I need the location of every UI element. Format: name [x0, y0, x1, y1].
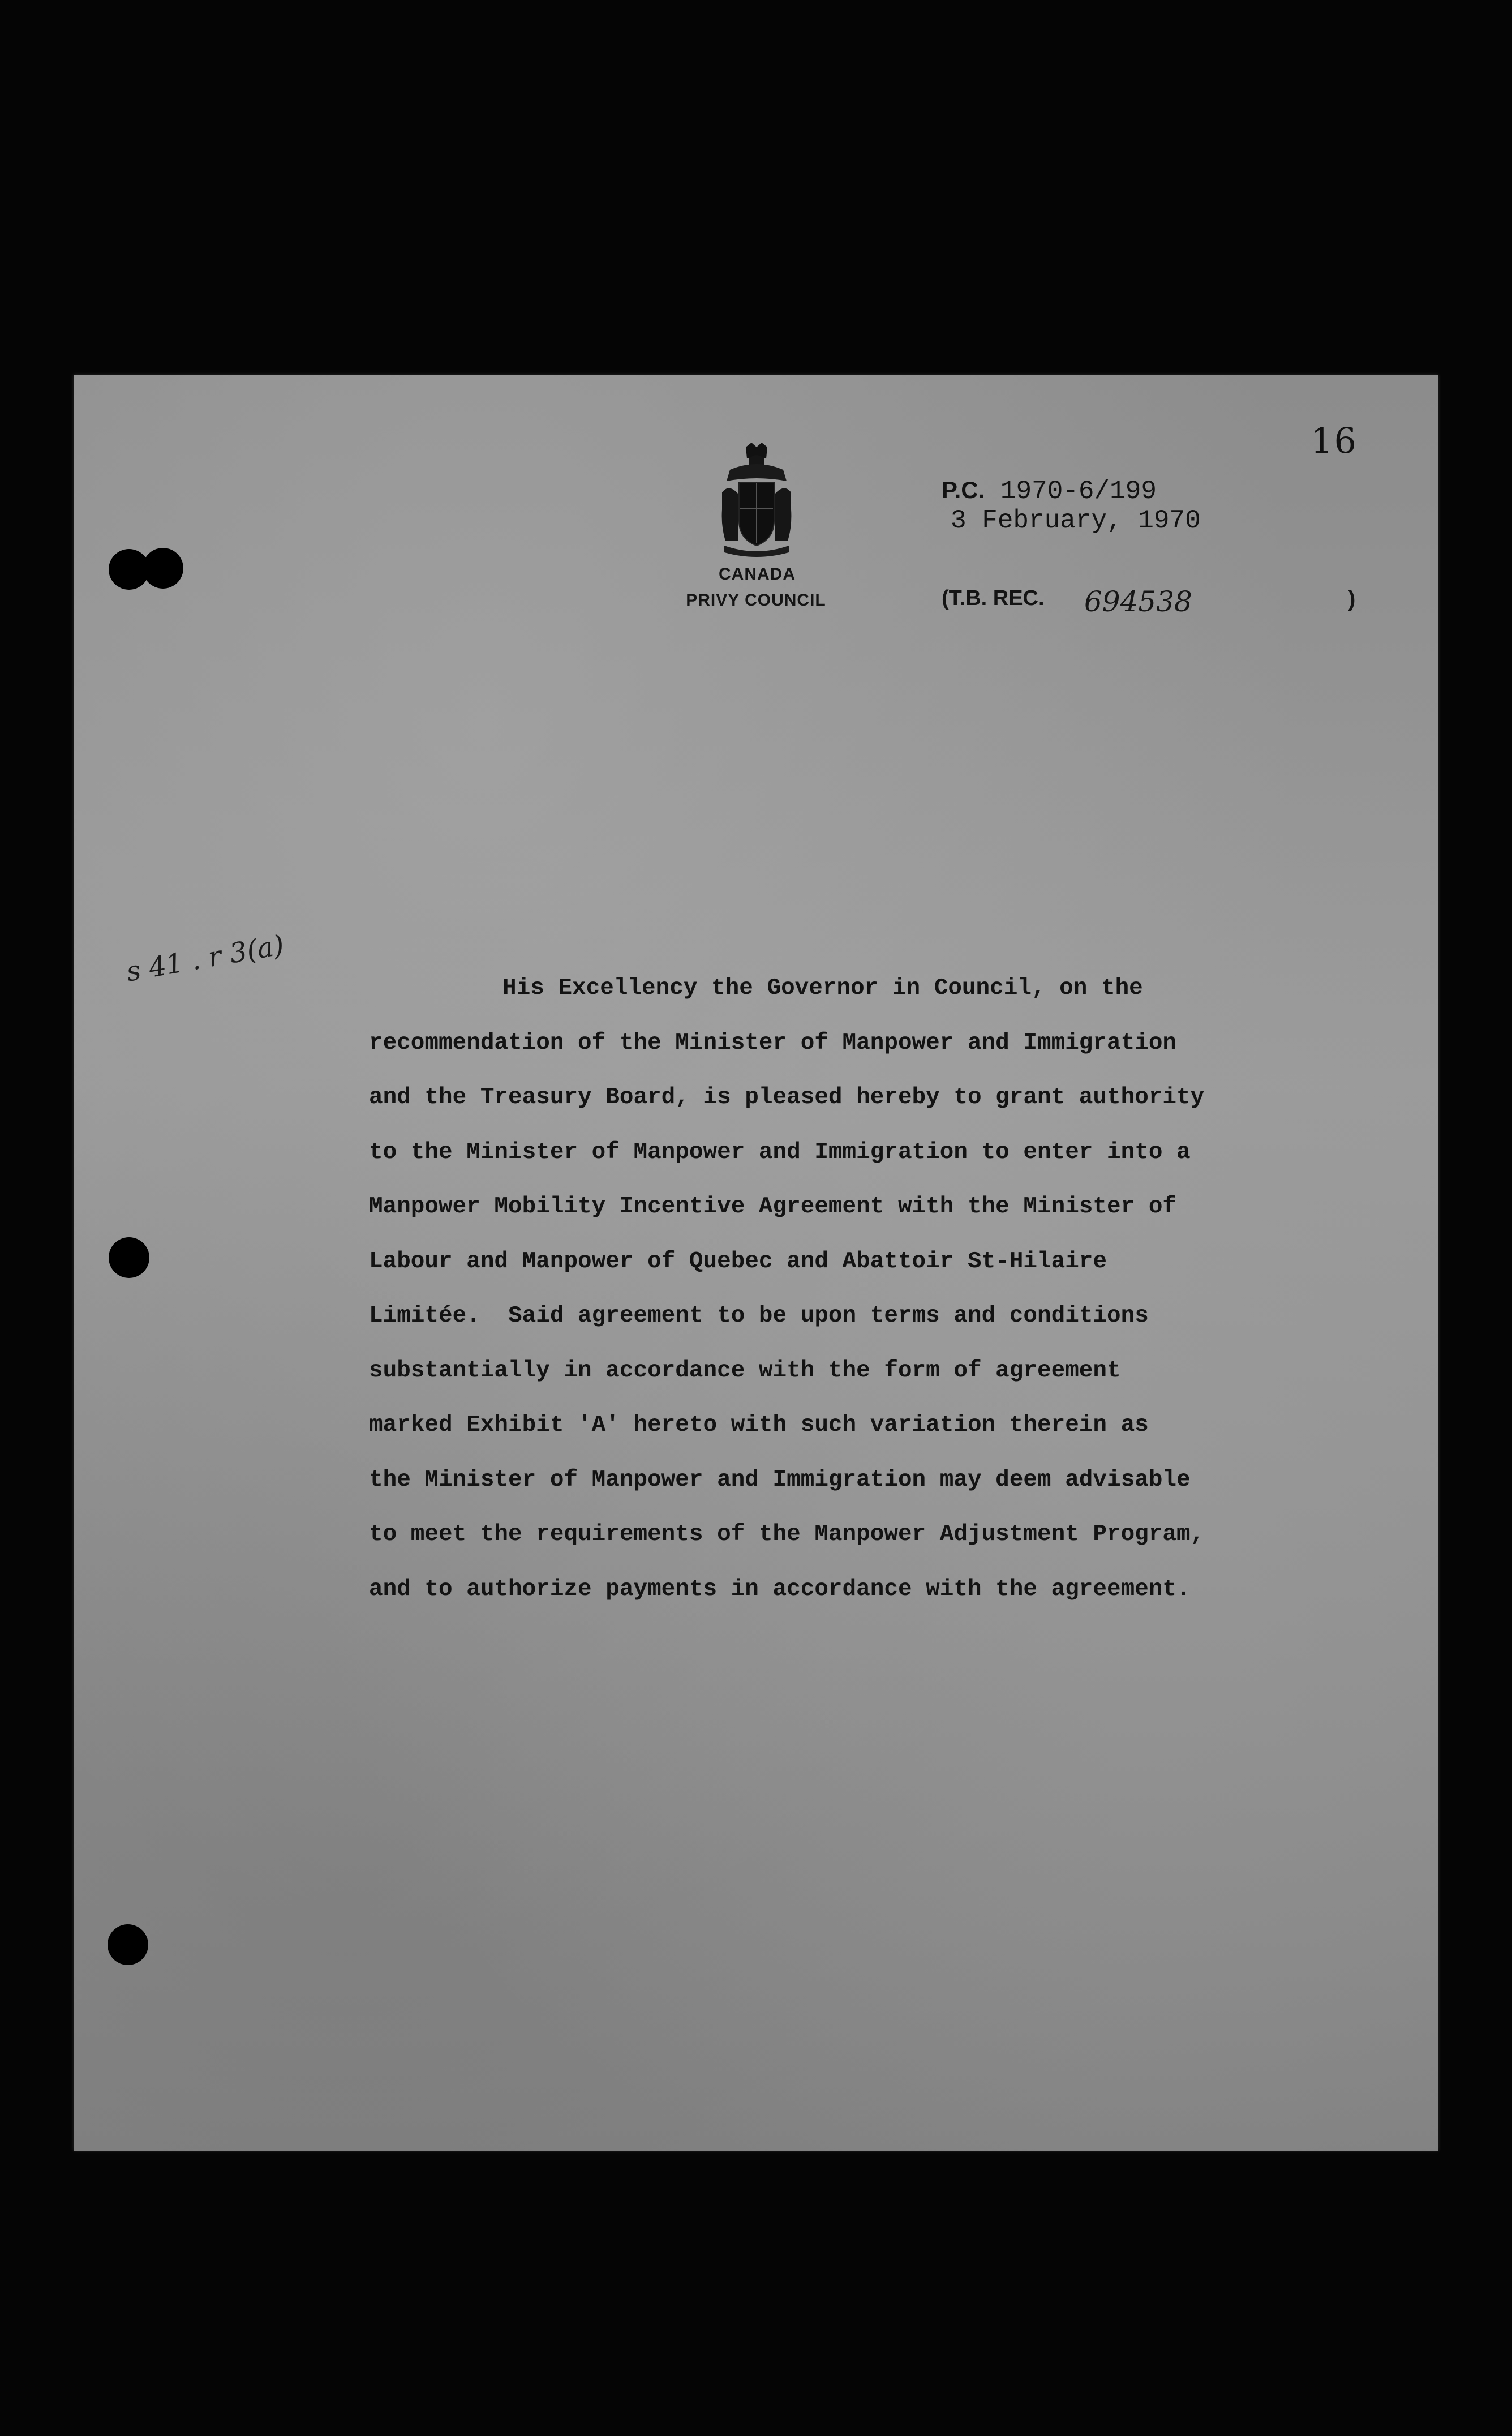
body-line: Limitée. Said agreement to be upon terms and conditions	[369, 1303, 1149, 1329]
body-line: to meet the requirements of the Manpower Adjustment Program,	[369, 1521, 1205, 1547]
order-number-value: 1970-6/199	[1000, 477, 1157, 506]
coat-of-arms-icon	[719, 441, 794, 558]
order-number	[942, 474, 1157, 507]
punch-hole-bottom	[108, 1924, 148, 1965]
country-label: CANADA	[719, 565, 796, 584]
treasury-board-close: )	[1348, 586, 1356, 611]
body-line: recommendation of the Minister of Manpower and Immigration	[369, 1030, 1177, 1056]
body-line: substantially in accordance with the form of agreement	[369, 1357, 1121, 1384]
body-line: Manpower Mobility Incentive Agreement with the Minister of	[369, 1194, 1177, 1220]
office-label: PRIVY COUNCIL	[686, 591, 826, 610]
body-line: to the Minister of Manpower and Immigration to enter into a	[369, 1139, 1191, 1165]
treasury-board-label: (T.B. REC.	[942, 586, 1045, 610]
body-line: and the Treasury Board, is pleased hereby to grant authority	[369, 1084, 1205, 1110]
body-line: Labour and Manpower of Quebec and Abattoir St-Hilaire	[369, 1248, 1107, 1275]
punch-hole-top-left	[109, 549, 149, 590]
order-prefix: P.C.	[942, 477, 985, 503]
body-line: marked Exhibit 'A' hereto with such variation therein as	[369, 1412, 1149, 1438]
order-date: 3 February, 1970	[951, 506, 1201, 535]
body-line: and to authorize payments in accordance with the agreement.	[369, 1576, 1191, 1602]
handwritten-margin-note: s 41 . r 3(a)	[124, 929, 287, 988]
treasury-board-number: 694538	[1084, 585, 1192, 618]
body-line: the Minister of Manpower and Immigration may deem advisable	[369, 1466, 1191, 1493]
punch-hole-middle	[109, 1237, 149, 1278]
order-body	[369, 971, 1218, 1627]
body-line: His Excellency the Governor in Council, on the	[502, 975, 1143, 1001]
page-number: 16	[1311, 420, 1358, 461]
